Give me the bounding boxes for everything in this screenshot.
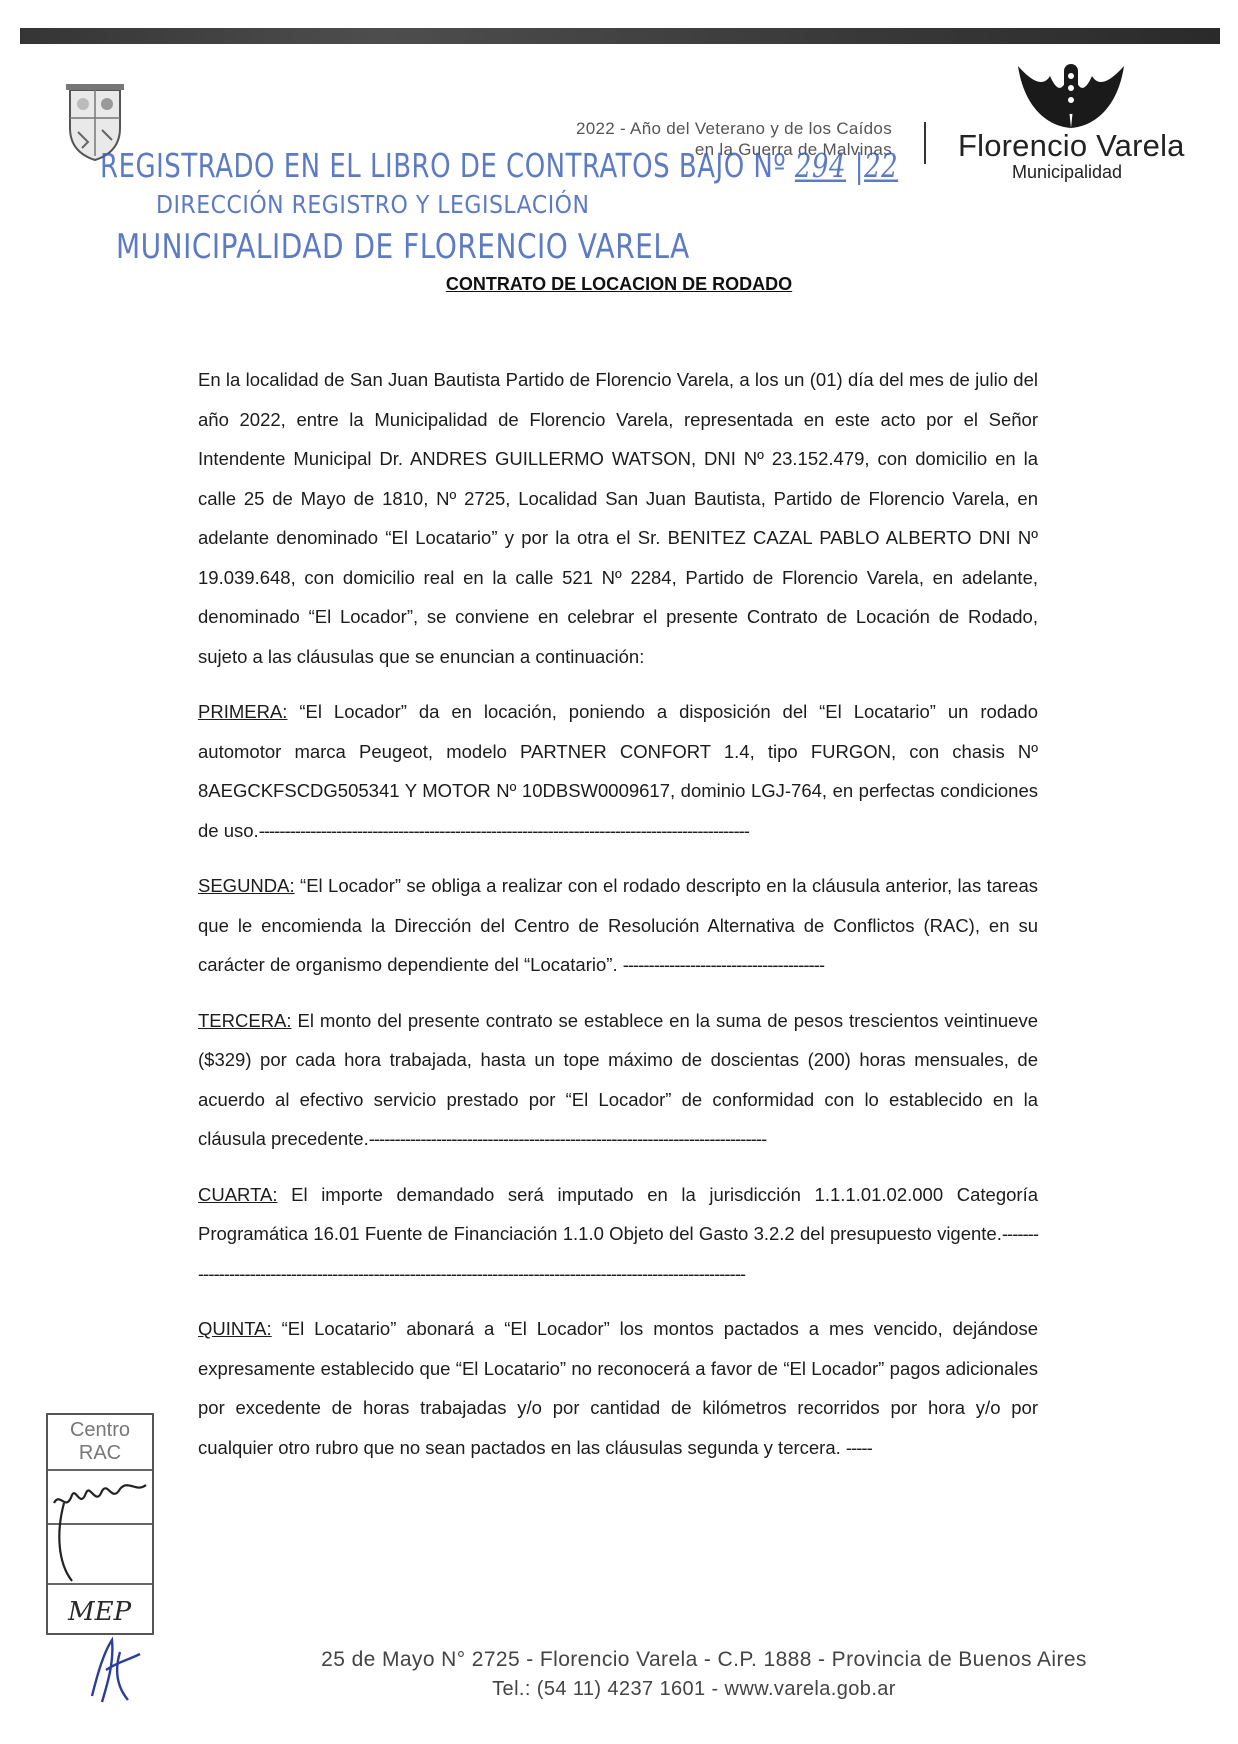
rac-box-title <box>48 1419 152 1465</box>
registry-stamp-year: 22 <box>864 148 899 186</box>
registry-stamp-line3: MUNICIPALIDAD DE FLORENCIO VARELA <box>116 226 690 267</box>
clause-dashes: ----------------------------------------------------------------------------- <box>368 1128 767 1149</box>
clause-label: TERCERA: <box>198 1009 292 1031</box>
rac-initials-box <box>46 1413 154 1635</box>
clause-text: “El Locador” se obliga a realizar con el rodado descripto en la cláusula anterior, las tareas que le encomienda la Dirección del Centro de Resolución Alternativa de Conflictos (RAC), en su carácter de organismo dependiente del “Locatario”. <box>198 875 1038 975</box>
clause-dashes: --------------------------------------- <box>622 954 824 975</box>
registry-stamp-number: 294 <box>794 148 847 186</box>
clause-label: PRIMERA: <box>198 701 288 722</box>
footer-contact: Tel.: (54 11) 4237 1601 - www.varela.gob.ar <box>492 1678 896 1700</box>
clause-cuarta <box>198 1175 1038 1294</box>
contract-body <box>198 360 1038 1483</box>
clause-text: “El Locador” da en locación, poniendo a disposición del “El Locatario” un rodado automotor marca Peugeot, modelo PARTNER CONFORT 1.4, tipo FURGON, con chasis Nº 8AEGCKFSCDG505341 Y MOTOR Nº 10DBSW0009617, dominio LGJ-764, en perfectas condiciones de uso. <box>198 701 1038 841</box>
clause-text: El importe demandado será imputado en la jurisdicción 1.1.1.01.02.000 Categoría Programática 16.01 Fuente de Financiación 1.1.0 Objeto del Gasto 3.2.2 del presupuesto vigente. <box>198 1183 1038 1244</box>
document-title: CONTRATO DE LOCACION DE RODADO <box>445 274 793 294</box>
rac-box-title-line1: Centro <box>69 1419 131 1441</box>
rac-box-divider <box>48 1583 152 1585</box>
clause-segunda <box>198 866 1038 985</box>
clause-label: QUINTA: <box>198 1318 272 1339</box>
handwritten-signature-icon <box>50 1473 150 1583</box>
header-year-line1: 2022 - Año del Veterano y de los Caídos <box>575 119 892 138</box>
rac-initials: MEP <box>68 1597 132 1627</box>
clause-label: SEGUNDA: <box>198 875 295 896</box>
registry-stamp-line2: DIRECCIÓN REGISTRO Y LEGISLACIÓN <box>156 191 590 220</box>
logo-subtitle: Municipalidad <box>1012 162 1123 182</box>
florencio-varela-logo-icon <box>1016 56 1126 130</box>
rac-box-title-line2: RAC <box>78 1442 122 1464</box>
logo-name: Florencio Varela <box>958 128 1185 163</box>
rac-box-divider <box>48 1469 152 1471</box>
header-divider <box>924 122 926 164</box>
registry-stamp-line1 <box>100 148 898 186</box>
clause-primera <box>198 692 1038 850</box>
footer-address: 25 de Mayo N° 2725 - Florencio Varela - C.P. 1888 - Provincia de Buenos Aires <box>321 1648 1087 1671</box>
intro-paragraph: En la localidad de San Juan Bautista Partido de Florencio Varela, a los un (01) día del mes de julio del año 2022, entre la Municipalidad de Florencio Varela, representada en este acto por el Señor Intendente Municipal Dr. ANDRES GUILLERMO WATSON, DNI Nº 23.152.479, con domicilio en la calle 25 de Mayo de 1810, Nº 2725, Localidad San Juan Bautista, Partido de Florencio Varela, en adelante denominado “El Locatario” y por la otra el Sr. BENITEZ CAZAL PABLO ALBERTO DNI Nº 19.039.648, con domicilio real en la calle 521 Nº 2284, Partido de Florencio Varela, en adelante, denominado “El Locador”, se conviene en celebrar el presente Contrato de Locación de Rodado, sujeto a las cláusulas que se enuncian a continuación: <box>198 369 1038 667</box>
clause-text: “El Locatario” abonará a “El Locador” los montos pactados a mes vencido, dejándose expresamente establecido que “El Locatario” no reconocerá a favor de “El Locador” pagos adicionales por excedente de horas trabajadas y/o por cantidad de kilómetros recorridos por hora y/o por cualquier otro rubro que no sean pactados en las cláusulas segunda y tercera. <box>198 1318 1038 1458</box>
registry-stamp-text: REGISTRADO EN EL LIBRO DE CONTRATOS BAJO Nº <box>100 148 787 186</box>
clause-dashes: ----------------------------------------------------------------------------------------------------------------- <box>198 1223 1038 1284</box>
scan-edge-bar <box>20 28 1220 44</box>
clause-quinta <box>198 1309 1038 1467</box>
header-year-line2: en la Guerra de Malvinas <box>694 140 892 159</box>
clause-label: CUARTA: <box>198 1183 278 1205</box>
clause-tercera <box>198 1001 1038 1159</box>
registry-stamp-separator: | <box>854 148 865 186</box>
clause-dashes: ----------------------------------------------------------------------------------------------- <box>258 819 749 841</box>
clause-text: El monto del presente contrato se establece en la suma de pesos trescientos veintinueve ($329) por cada hora trabajada, hasta un tope máximo de doscientas (200) horas mensuales, de acuerdo al efectivo servicio prestado por “El Locador” de conformidad con lo establecido en la cláusula precedente. <box>198 1009 1038 1149</box>
clause-dashes: ----- <box>845 1436 872 1458</box>
